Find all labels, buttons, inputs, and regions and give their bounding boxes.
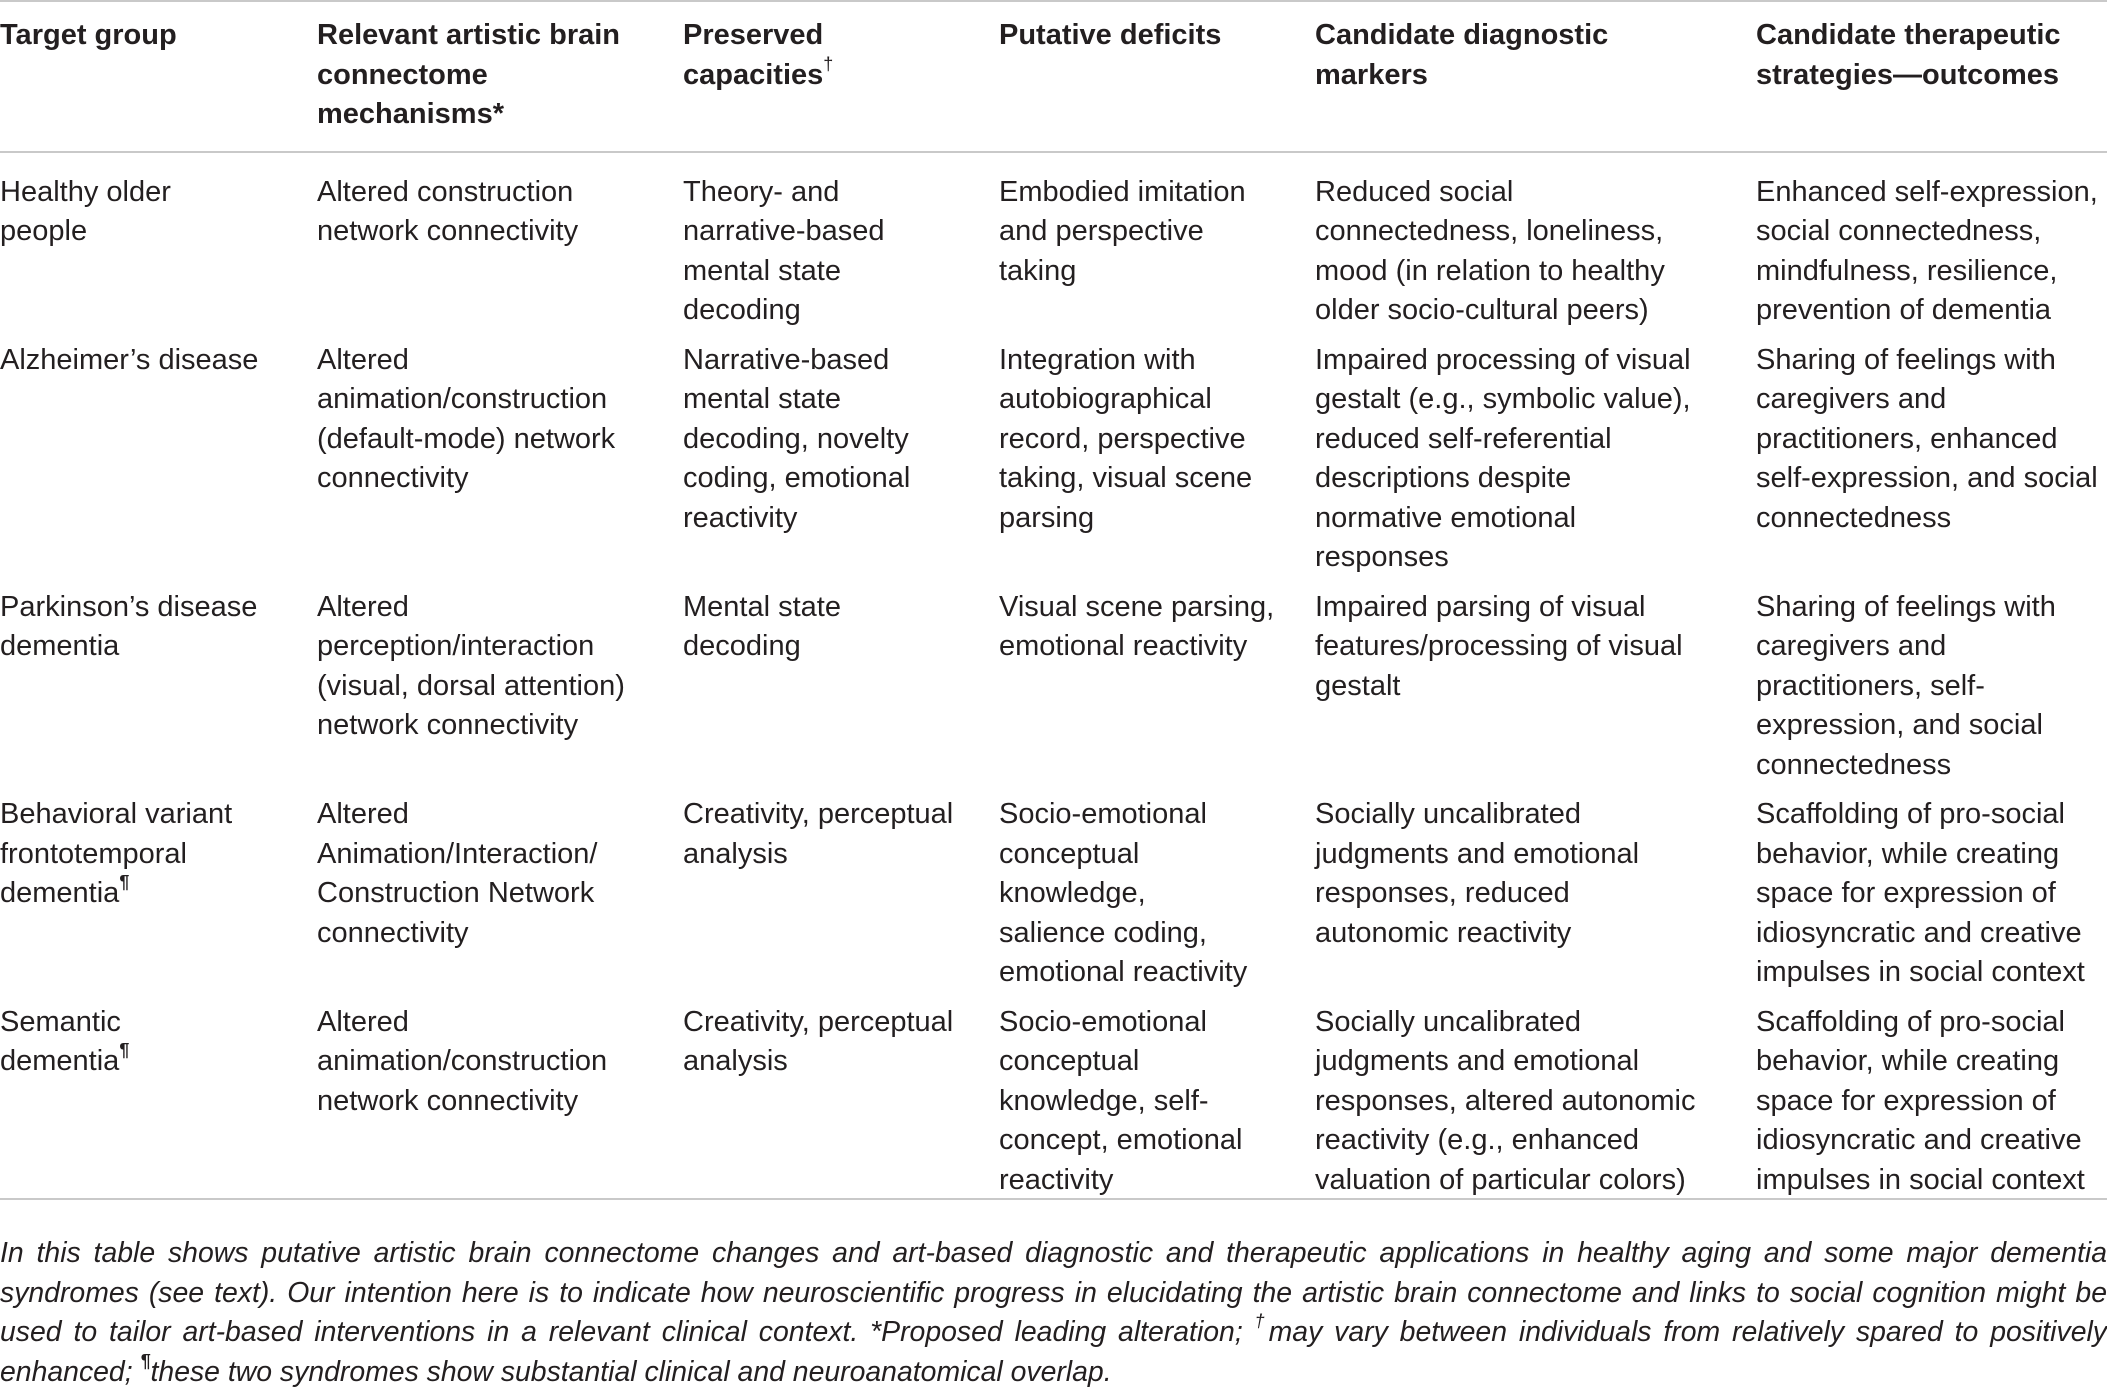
cell-strategies: Sharing of feelings with caregivers and practitioners, enhanced self-expression, and social connectedness xyxy=(1756,343,2098,534)
cell-markers: Impaired parsing of visual features/processing of visual gestalt xyxy=(1315,590,1683,702)
pilcrow-mark: ¶ xyxy=(119,1040,130,1060)
table-row xyxy=(0,588,2107,796)
cell-mechanisms: Altered animation/construction network connectivity xyxy=(317,1005,608,1117)
cell-markers: Reduced social connectedness, loneliness, mood (in relation to healthy older socio-cultural peers) xyxy=(1315,175,1665,326)
cell-preserved: Creativity, perceptual analysis xyxy=(683,1005,954,1077)
header-strategies: Candidate therapeutic strategies—outcomes xyxy=(1756,19,2061,91)
header-deficits: Putative deficits xyxy=(999,19,1222,51)
cell-mechanisms: Altered animation/construction (default-mode) network connectivity xyxy=(317,343,616,494)
table-row xyxy=(0,1003,2107,1211)
cell-strategies: Enhanced self-expression, social connectedness, mindfulness, resilience, prevention of dementia xyxy=(1756,175,2098,326)
table-header-row xyxy=(0,16,2107,152)
cell-deficits: Visual scene parsing, emotional reactivity xyxy=(999,590,1275,662)
cell-strategies: Sharing of feelings with caregivers and practitioners, self-expression, and social connectedness xyxy=(1756,590,2056,781)
cell-mechanisms: Altered construction network connectivity xyxy=(317,175,579,247)
data-table xyxy=(0,16,2107,1210)
cell-target: Semantic dementia¶ xyxy=(0,1005,130,1077)
cell-deficits: Embodied imitation and perspective taking xyxy=(999,175,1246,287)
cell-deficits: Integration with autobiographical record, perspective taking, visual scene parsing xyxy=(999,343,1253,534)
cell-target: Parkinson’s disease dementia xyxy=(0,590,258,662)
cell-preserved: Mental state decoding xyxy=(683,590,841,662)
cell-markers: Impaired processing of visual gestalt (e.g., symbolic value), reduced self-referential descriptions despite normative emotional responses xyxy=(1315,343,1691,573)
cell-target: Healthy older people xyxy=(0,175,171,247)
cell-target: Behavioral variant frontotemporal dementia¶ xyxy=(0,798,233,909)
table-footnote: In this table shows putative artistic brain connectome changes and art-based diagnostic and therapeutic applications in healthy aging and some major dementia syndromes (see text). Our intention here is to indicate how neuroscientific progress in elucidating the artistic brain connectome and links to social cognition might be used to tailor art-based interventions in a relevant clinical context. *Proposed leading alteration; †may vary between individuals from relatively spared to positively enhanced; ¶these two syndromes show substantial clinical and neuroanatomical overlap. xyxy=(0,1237,2107,1388)
cell-deficits: Socio-emotional conceptual knowledge, salience coding, emotional reactivity xyxy=(999,798,1248,988)
table-bottom-rule xyxy=(0,1198,2107,1200)
cell-mechanisms: Altered perception/interaction (visual, dorsal attention) network connectivity xyxy=(317,590,625,741)
cell-preserved: Narrative-based mental state decoding, novelty coding, emotional reactivity xyxy=(683,343,911,534)
cell-markers: Socially uncalibrated judgments and emotional responses, altered autonomic reactivity (e.g., enhanced valuation of particular colors) xyxy=(1315,1005,1696,1196)
cell-deficits: Socio-emotional conceptual knowledge, self-concept, emotional reactivity xyxy=(999,1005,1243,1196)
table-top-rule xyxy=(0,0,2107,2)
pilcrow-mark: ¶ xyxy=(140,1350,151,1371)
cell-markers: Socially uncalibrated judgments and emotional responses, reduced autonomic reactivity xyxy=(1315,798,1640,949)
header-preserved: Preserved capacities† xyxy=(683,19,834,91)
header-markers: Candidate diagnostic markers xyxy=(1315,19,1609,91)
cell-mechanisms: Altered Animation/Interaction/ Construction Network connectivity xyxy=(317,798,598,949)
cell-target: Alzheimer’s disease xyxy=(0,343,259,376)
table-row xyxy=(0,795,2107,1003)
cell-strategies: Scaffolding of pro-social behavior, while creating space for expression of idiosyncratic and creative impulses in social context xyxy=(1756,1005,2085,1196)
cell-preserved: Theory- and narrative-based mental state decoding xyxy=(683,175,885,326)
dagger-mark: † xyxy=(1254,1311,1269,1332)
pilcrow-mark: ¶ xyxy=(119,872,130,892)
header-target-group: Target group xyxy=(0,19,177,51)
cell-strategies: Scaffolding of pro-social behavior, while creating space for expression of idiosyncratic and creative impulses in social context xyxy=(1756,798,2085,988)
dagger-mark: † xyxy=(823,53,834,74)
header-mechanisms: Relevant artistic brain connectome mechanisms* xyxy=(317,19,620,130)
table-row xyxy=(0,152,2107,341)
table-row xyxy=(0,341,2107,588)
cell-preserved: Creativity, perceptual analysis xyxy=(683,798,954,870)
